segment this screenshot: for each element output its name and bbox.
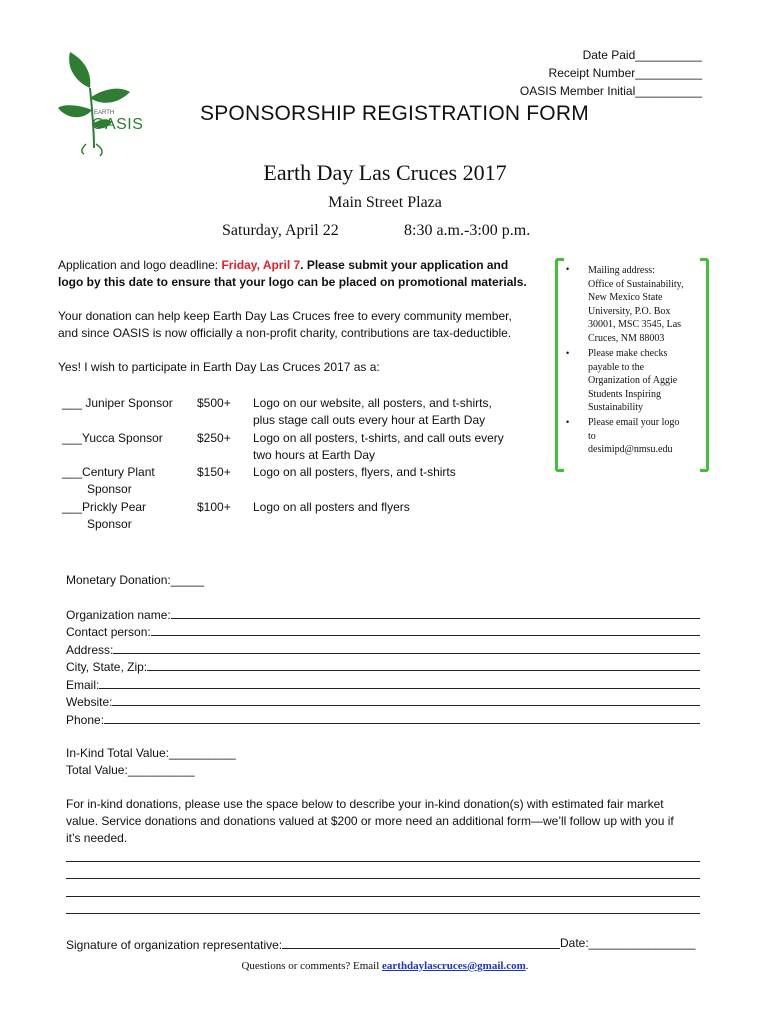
email-field[interactable] xyxy=(66,675,700,692)
sidebar-mailing-address xyxy=(588,264,703,346)
field-label: Email: xyxy=(66,678,100,692)
sidebar-line: Please make checks xyxy=(588,348,668,359)
form-title: SPONSORSHIP REGISTRATION FORM xyxy=(200,102,589,125)
sidebar-bullet: • xyxy=(566,348,570,358)
sidebar-line: Students Inspiring xyxy=(588,388,662,400)
sidebar-line: to xyxy=(588,430,596,442)
signature-field[interactable] xyxy=(66,935,560,952)
sidebar-line: 30001, MSC 3545, Las xyxy=(588,319,682,331)
footer-contact xyxy=(0,960,770,972)
tier-name-2: Sponsor xyxy=(87,482,132,496)
deadline-line2: logo by this date to ensure that your logo can be placed on promotional materials. xyxy=(58,275,527,289)
event-name: Earth Day Las Cruces 2017 xyxy=(263,160,507,185)
sidebar-line: Sustainability xyxy=(588,402,643,414)
inkind-line: For in-kind donations, please use the space below to describe your in-kind donation(s) with estimated fair market xyxy=(66,797,664,811)
tier-name: ___Yucca Sponsor xyxy=(62,431,163,445)
sidebar-line: Organization of Aggie xyxy=(588,375,678,387)
deadline-date: Friday, April 7 xyxy=(221,258,301,272)
tier-desc: Logo on our website, all posters, and t-shirts, xyxy=(253,396,492,410)
plant-icon xyxy=(56,48,146,160)
description-line[interactable] xyxy=(66,896,700,897)
organization-name-field[interactable] xyxy=(66,605,700,622)
footer-prefix: Questions or comments? Email xyxy=(241,960,383,972)
tier-name: ___Century Plant xyxy=(62,465,155,479)
signature-date-field[interactable]: Date:________________ xyxy=(560,936,696,950)
phone-field[interactable] xyxy=(66,710,700,727)
tier-name: ___ Juniper Sponsor xyxy=(62,396,173,410)
sidebar-line: Please email your logo xyxy=(588,417,680,428)
inkind-instructions xyxy=(66,796,716,847)
tier-desc-2: plus stage call outs every hour at Earth Day xyxy=(253,413,486,427)
field-label: Phone: xyxy=(66,713,105,727)
member-initial-field[interactable]: OASIS Member Initial__________ xyxy=(519,84,702,98)
inkind-line: value. Service donations and donations valued at $200 or more need an additional form—we’ll follow up with you if xyxy=(66,814,674,828)
tier-name-2: Sponsor xyxy=(87,517,132,531)
inkind-value-field[interactable]: In-Kind Total Value:__________ xyxy=(66,746,236,760)
sidebar-line: University, P.O. Box xyxy=(588,305,671,317)
tier-desc: Logo on all posters, t-shirts, and call outs every xyxy=(253,431,504,445)
date-paid-field[interactable]: Date Paid__________ xyxy=(582,48,702,62)
tier-name: ___Prickly Pear xyxy=(62,500,147,514)
event-date: Saturday, April 22 xyxy=(222,222,339,239)
event-venue: Main Street Plaza xyxy=(328,194,442,211)
donation-line2: and since OASIS is now officially a non-profit charity, contributions are tax-deductible. xyxy=(58,326,512,340)
address-field[interactable] xyxy=(66,640,700,657)
monetary-donation-field[interactable]: Monetary Donation:_____ xyxy=(66,573,205,587)
sidebar-line: Office of Sustainability, xyxy=(588,278,684,290)
donation-line1: Your donation can help keep Earth Day Las Cruces free to every community member, xyxy=(58,309,512,323)
inkind-line: it’s needed. xyxy=(66,831,128,845)
sidebar-bracket-left xyxy=(555,258,564,472)
sidebar-email-address[interactable]: desimipd@nmsu.edu xyxy=(588,444,673,456)
participate-text: Yes! I wish to participate in Earth Day Las Cruces 2017 as a: xyxy=(58,360,380,374)
sidebar-email xyxy=(588,416,703,457)
sidebar-line: payable to the xyxy=(588,361,645,373)
website-field[interactable] xyxy=(66,692,700,709)
logo-small-text: EARTH xyxy=(94,110,115,116)
tier-amount: $500+ xyxy=(197,396,231,410)
field-label: Organization name: xyxy=(66,608,171,622)
sidebar-line: New Mexico State xyxy=(588,292,663,304)
contact-person-field[interactable] xyxy=(66,622,700,639)
donation-paragraph xyxy=(58,308,553,342)
tier-desc: Logo on all posters and flyers xyxy=(253,500,410,514)
field-label: Address: xyxy=(66,643,114,657)
field-label: City, State, Zip: xyxy=(66,660,148,674)
event-time: 8:30 a.m.-3:00 p.m. xyxy=(404,222,531,239)
field-label: Signature of organization representative: xyxy=(66,938,283,952)
footer-email-link[interactable]: earthdaylascruces@gmail.com xyxy=(382,960,526,972)
footer-suffix: . xyxy=(525,960,529,972)
oasis-logo xyxy=(56,48,146,160)
tier-amount: $100+ xyxy=(197,500,231,514)
total-value-field[interactable]: Total Value:__________ xyxy=(66,763,195,777)
field-label: Contact person: xyxy=(66,625,151,639)
deadline-rest: . Please submit your application and xyxy=(300,258,509,272)
tier-desc-2: two hours at Earth Day xyxy=(253,448,376,462)
sidebar-checks xyxy=(588,347,703,415)
city-state-zip-field[interactable] xyxy=(66,657,700,674)
tier-amount: $150+ xyxy=(197,465,231,479)
deadline-paragraph xyxy=(58,257,548,291)
sidebar-bullet: • xyxy=(566,264,570,274)
field-label: Website: xyxy=(66,695,113,709)
description-line[interactable] xyxy=(66,861,700,862)
sidebar-line: Cruces, NM 88003 xyxy=(588,332,665,344)
description-line[interactable] xyxy=(66,913,700,914)
tier-amount: $250+ xyxy=(197,431,231,445)
logo-brand: OASIS xyxy=(92,116,144,133)
sidebar-bullet: • xyxy=(566,417,570,427)
deadline-prefix: Application and logo deadline: xyxy=(58,258,222,272)
receipt-number-field[interactable]: Receipt Number__________ xyxy=(548,66,702,80)
description-line[interactable] xyxy=(66,878,700,879)
tier-desc: Logo on all posters, flyers, and t-shirts xyxy=(253,465,456,479)
sidebar-line: Mailing address: xyxy=(588,265,655,276)
